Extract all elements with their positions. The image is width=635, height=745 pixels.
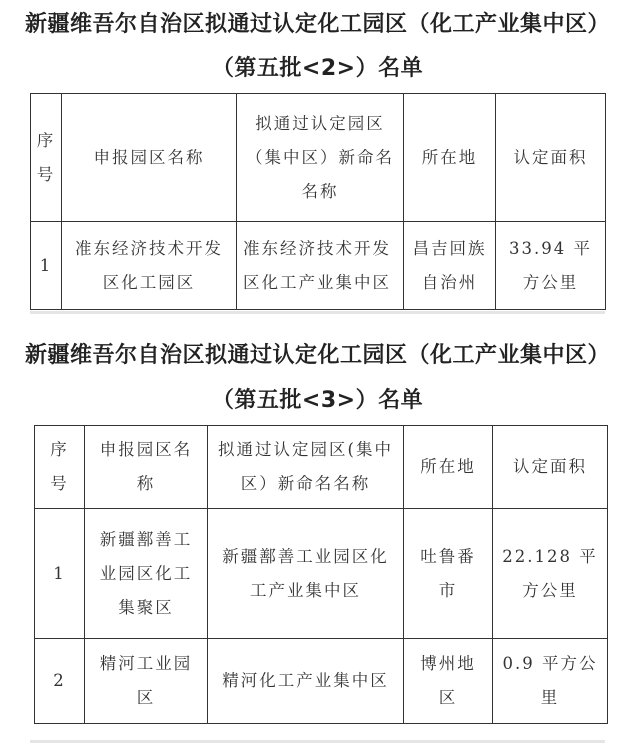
row-proposed-name: 准东经济技术开发区化工产业集中区: [237, 222, 404, 310]
table-row: [35, 509, 608, 639]
header-area: 认定面积: [493, 426, 608, 509]
header-location: 所在地: [404, 94, 496, 222]
row-area: 0.9 平方公里: [493, 639, 608, 724]
row-proposed-name: 精河化工产业集中区: [208, 639, 404, 724]
row-seq: 1: [31, 222, 62, 310]
row-area: 33.94 平方公里: [496, 222, 606, 310]
table-row: [31, 222, 606, 310]
header-seq: 序号: [35, 426, 85, 509]
header-area: 认定面积: [496, 94, 606, 222]
row-applicant-name: 精河工业园区: [85, 639, 208, 724]
row-applicant-name: 准东经济技术开发区化工园区: [62, 222, 237, 310]
header-applicant-name: 申报园区名称: [85, 426, 208, 509]
header-location: 所在地: [404, 426, 493, 509]
list-3-title-line1: 新疆维吾尔自治区拟通过认定化工园区（化工产业集中区）: [24, 343, 610, 368]
header-proposed-name: 拟通过认定园区(集中区）新命名名称: [208, 426, 404, 509]
header-seq: 序号: [31, 94, 62, 222]
list-3-table: [34, 425, 608, 724]
row-location: 昌吉回族自治州: [404, 222, 496, 310]
row-location: 吐鲁番市: [404, 509, 493, 639]
faint-text-strip: [30, 311, 605, 314]
list-2-title-line1: 新疆维吾尔自治区拟通过认定化工园区（化工产业集中区）: [24, 12, 610, 37]
list-2-table: [30, 93, 606, 310]
list-3-title-line2: （第五批<3>）名单: [211, 388, 424, 413]
header-proposed-name: 拟通过认定园区（集中区）新命名名称: [237, 94, 404, 222]
header-applicant-name: 申报园区名称: [62, 94, 237, 222]
row-proposed-name: 新疆鄯善工业园区化工产业集中区: [208, 509, 404, 639]
faint-text-strip: [30, 740, 605, 743]
table-header-row: [35, 426, 608, 509]
row-location: 博州地区: [404, 639, 493, 724]
table-row: [35, 639, 608, 724]
table-header-row: [31, 94, 606, 222]
row-seq: 2: [35, 639, 85, 724]
row-area: 22.128 平方公里: [493, 509, 608, 639]
list-2-title-line2: （第五批<2>）名单: [211, 56, 424, 81]
row-applicant-name: 新疆鄯善工业园区化工集聚区: [85, 509, 208, 639]
row-seq: 1: [35, 509, 85, 639]
